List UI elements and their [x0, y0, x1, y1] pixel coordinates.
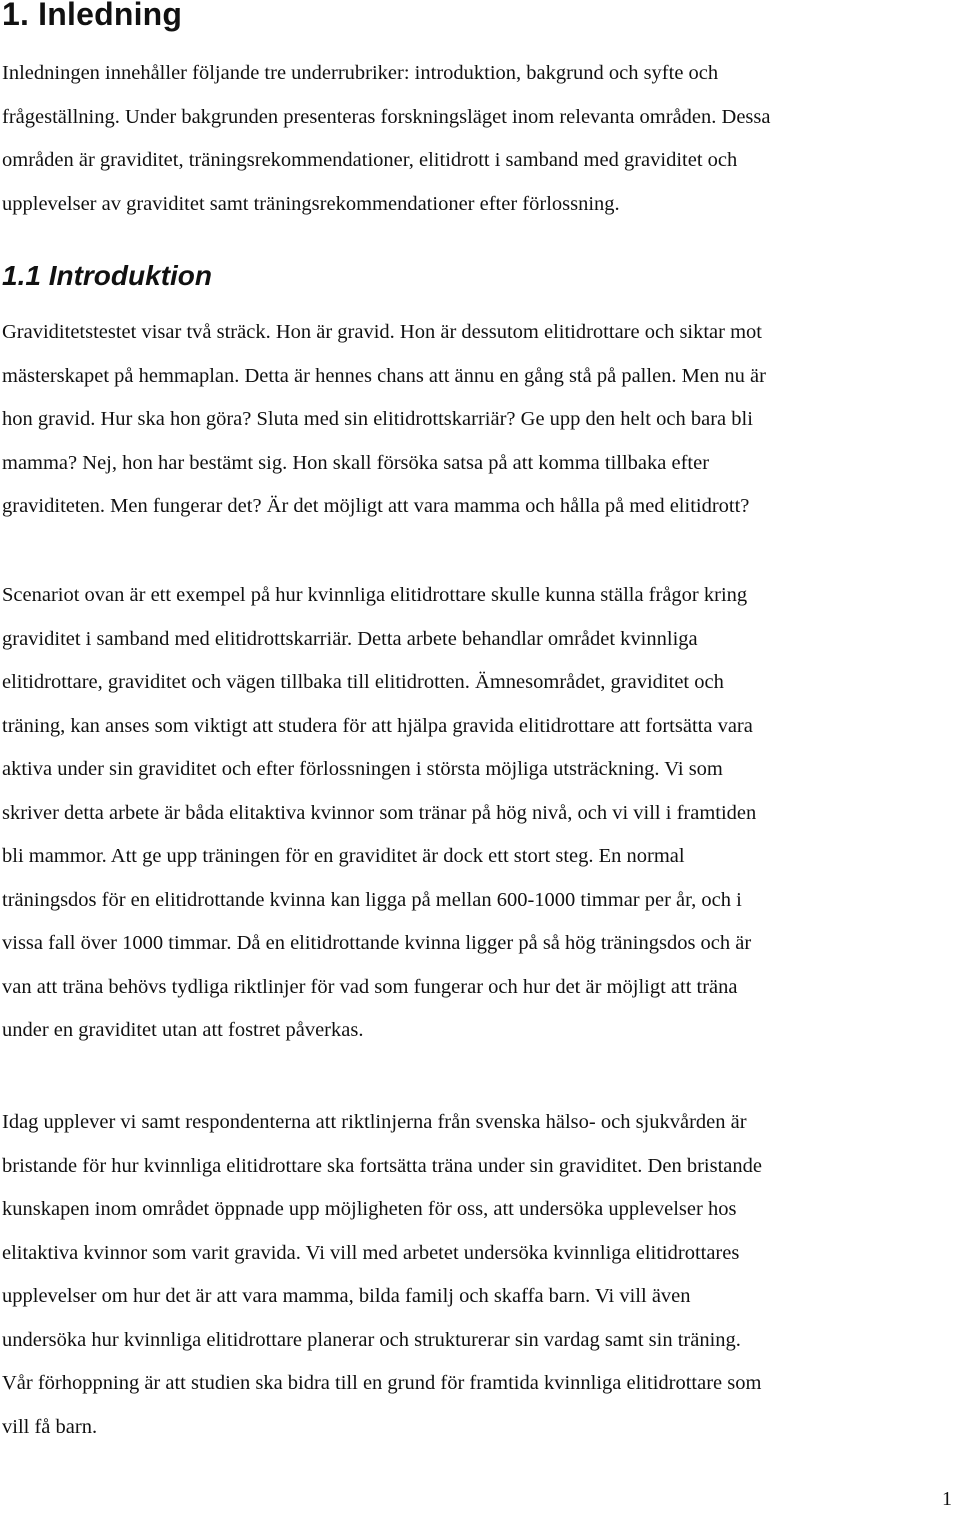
- section-heading-introduktion: 1.1 Introduktion: [2, 260, 212, 291]
- intro-paragraph: Inledningen innehåller följande tre underrubriker: introduktion, bakgrund och syfte och frågeställning. Under bakgrunden presenteras forskningsläget inom relevanta områden. Dessa områden är graviditet, träningsrekommendationer, elitidrott i samband med graviditet och upplevelser av graviditet samt träningsrekommendationer efter förlossning.: [2, 62, 771, 215]
- scenario-paragraph: Graviditetstestet visar två sträck. Hon är gravid. Hon är dessutom elitidrottare och siktar mot mästerskapet på hemmaplan. Detta är hennes chans att ännu en gång stå på pallen. Men nu är hon gravid. Hur ska hon göra? Sluta med sin elitidrottskarriär? Ge upp den helt och bara bli mamma? Nej, hon har bestämt sig. Hon skall försöka satsa på att komma tillbaka efter graviditeten. Men fungerar det? Är det möjligt att vara mamma och hålla på med elitidrott?: [2, 321, 766, 517]
- today-paragraph: Idag upplever vi samt respondenterna att riktlinjerna från svenska hälso- och sjukvården är bristande för hur kvinnliga elitidrottare ska fortsätta träna under sin graviditet. Den bristande kunskapen inom området öppnade upp möjligheten för oss, att undersöka upplevelser hos elitaktiva kvinnor som varit gravida. Vi vill med arbetet undersöka kvinnliga elitidrottares upplevelser om hur det är att vara mamma, bilda familj och skaffa barn. Vi vill även undersöka hur kvinnliga elitidrottare planerar och strukturerar sin vardag samt sin träning. Vår förhoppning är att studien ska bidra till en grund för framtida kvinnliga elitidrottare som vill få barn.: [2, 1111, 762, 1438]
- background-paragraph: Scenariot ovan är ett exempel på hur kvinnliga elitidrottare skulle kunna ställa frågor kring graviditet i samband med elitidrottskarriär. Detta arbete behandlar området kvinnliga elitidrottare, graviditet och vägen tillbaka till elitidrotten. Ämnesområdet, graviditet och träning, kan anses som viktigt att studera för att hjälpa gravida elitidrottare att fortsätta vara aktiva under sin graviditet och efter förlossningen i största möjliga utsträckning. Vi som skriver detta arbete är båda elitaktiva kvinnor som tränar på hög nivå, och vi vill i framtiden bli mammor. Att ge upp träningen för en graviditet är dock ett stort steg. En normal träningsdos för en elitidrottande kvinna kan ligga på mellan 600-1000 timmar per år, och i vissa fall över 1000 timmar. Då en elitidrottande kvinna ligger på så hög träningsdos och är van att träna behövs tydliga riktlinjer för vad som fungerar och hur det är möjligt att träna under en graviditet utan att fostret påverkas.: [2, 584, 757, 1041]
- page-number: 1: [942, 1488, 952, 1510]
- chapter-heading: 1. Inledning: [2, 0, 183, 32]
